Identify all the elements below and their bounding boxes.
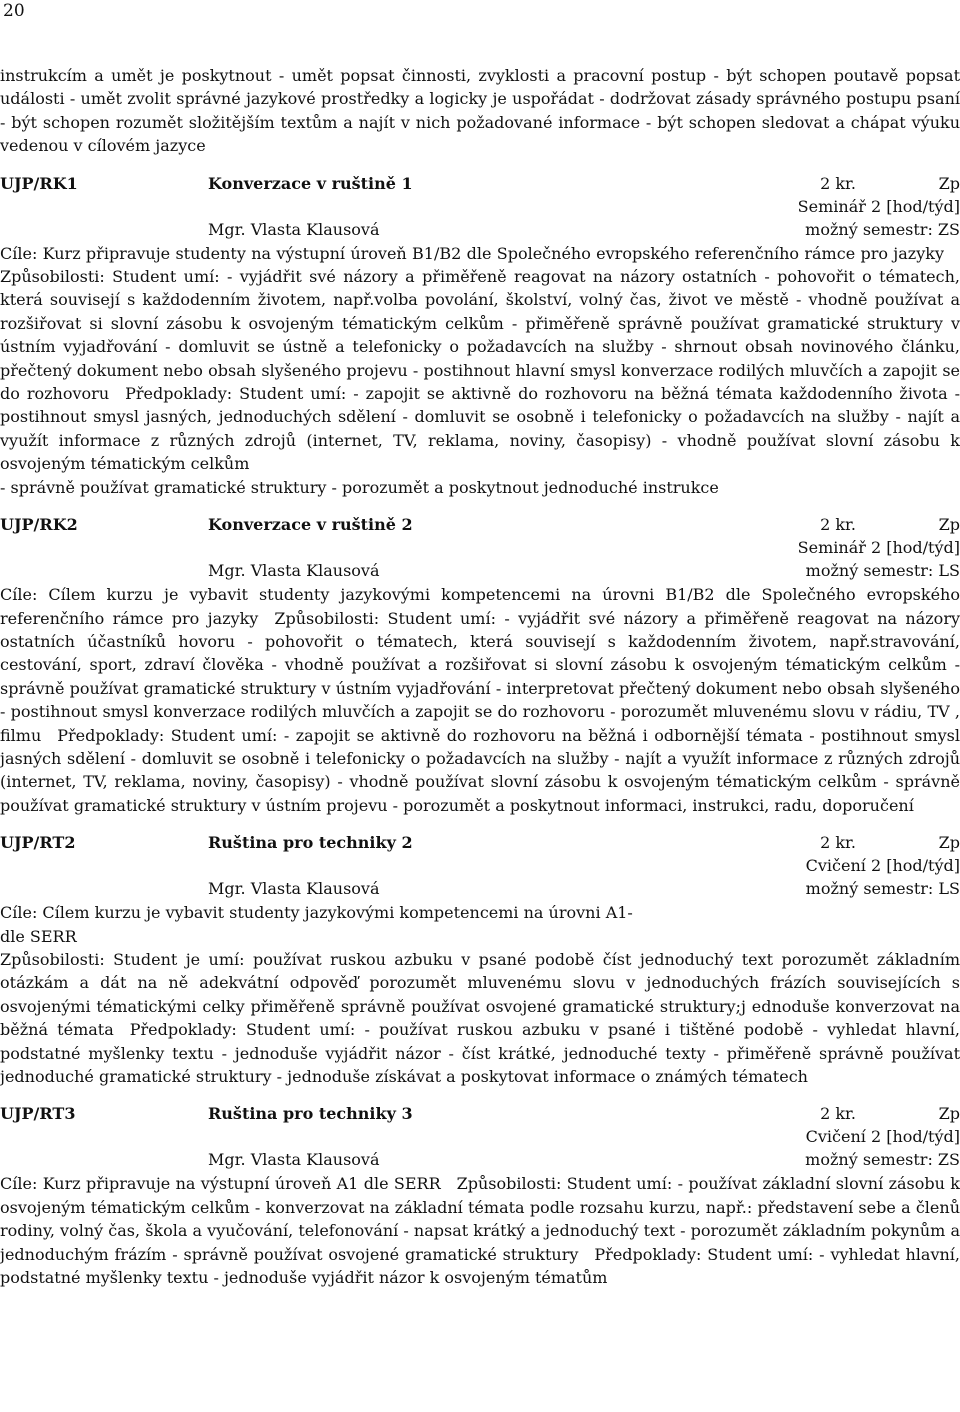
- course-header: [0, 831, 960, 901]
- course-goals: Cíle: Kurz připravuje na výstupní úroveň A1 dle SERR: [0, 1174, 441, 1194]
- course-competences: Způsobilosti: Student umí: - vyjádřit své názory a přiměřeně reagovat na názory ostatních účastníků hovoru - pohovořit o tématech, která souvisejí s každodenním životem, např.stravování, cestování, sport, zdraví člověka - vhodně používat a rozšiřovat si slovní zásobu k osvojeným tématickým celkům - správně používat gramatické struktury v ústním vyjadřování - interpretovat přečtený dokument nebo obsah slyšeného - postihnout smysl konverzace rodilých mluvčích a zapojit se do rozhovoru - porozumět mluvenému slovu v rádiu, TV , filmu: [0, 608, 960, 745]
- course-form: Cvičení 2 [hod/týd]: [805, 1127, 960, 1147]
- course-goals: Cíle: Cílem kurzu je vybavit studenty jazykovými kompetencemi na úrovni B1/B2 dle Společného evropského referenčního rámce pro jazyky: [0, 585, 960, 628]
- course-completion: Zp: [938, 173, 960, 193]
- course-ujp-rt3: [0, 1102, 960, 1289]
- course-credits: 2 kr.: [820, 515, 856, 535]
- document-body: [0, 64, 960, 1303]
- course-description: [0, 242, 960, 476]
- course-header: [0, 513, 960, 583]
- course-description-extra: - správně používat gramatické struktury - porozumět a poskytnout jednoduché instrukce: [0, 477, 719, 497]
- course-teacher: Mgr. Vlasta Klausová: [208, 219, 380, 239]
- course-teacher: Mgr. Vlasta Klausová: [208, 1150, 380, 1170]
- course-description: [0, 583, 960, 817]
- course-form: Seminář 2 [hod/týd]: [797, 538, 960, 558]
- course-code: UJP/RK1: [0, 173, 78, 193]
- course-completion: Zp: [938, 833, 960, 853]
- course-form: Cvičení 2 [hod/týd]: [805, 856, 960, 876]
- course-title: Ruština pro techniky 3: [208, 1104, 413, 1124]
- course-header: [0, 172, 960, 242]
- course-header: [0, 1102, 960, 1172]
- course-prerequisites: Předpoklady: Student umí: - používat ruskou azbuku v psané i tištěné podobě - vyhledat hlavní, podstatné myšlenky textu - jednoduše vyjádřit názor - číst krátké, jednoduché texty - přiměřeně správně používat jednoduché gramatické struktury - jednoduše získávat a poskytovat informace o známých tématech: [0, 1020, 960, 1086]
- course-code: UJP/RK2: [0, 515, 78, 535]
- course-competences: Způsobilosti: Student umí: - používat základní slovní zásobu k osvojeným tématickým celkům - konverzovat na základní témata podle rozsahu kurzu, např.: představení sebe a členů rodiny, volný čas, škola a vyučování, telefonování - napsat krátký a jednoduchý text - porozumět základním pokynům a jednoduchým frázím - správně používat osvojené gramatické struktury: [0, 1174, 960, 1264]
- course-teacher: Mgr. Vlasta Klausová: [208, 879, 380, 899]
- course-semester: možný semestr: ZS: [805, 1150, 960, 1170]
- intro-paragraph: instrukcím a umět je poskytnout - umět popsat činnosti, zvyklosti a pracovní postup - být schopen poutavě popsat události - umět zvolit správné jazykové prostředky a logicky je uspořádat - dodržovat zásady správného postupu psaní - být schopen rozumět složitějším textům a najít v nich požadované informace - být schopen sledovat a chápat výuku vedenou v cílovém jazyce: [0, 66, 960, 156]
- course-ujp-rk2: [0, 513, 960, 817]
- course-title: Konverzace v ruštině 2: [208, 515, 413, 535]
- course-credits: 2 kr.: [820, 833, 856, 853]
- course-competences: Způsobilosti: Student umí: - vyjádřit své názory a přiměřeně reagovat na názory ostatních - pohovořit o tématech, která souvisejí s každodenním životem, např.volba povolání, školství, volný čas, život ve městě - vhodně používat a rozšiřovat si slovní zásobu k osvojeným tématickým celkům - přiměřeně správně používat gramatické struktury v ústním vyjadřování - domluvit se ústně a telefonicky o požadavcích na služby - shrnout obsah novinového článku, přečtený dokument nebo obsah slyšeného projevu - postihnout hlavní smysl konverzace rodilých mluvčích a zapojit se do rozhovoru: [0, 267, 960, 404]
- course-completion: Zp: [938, 515, 960, 535]
- course-semester: možný semestr: ZS: [805, 219, 960, 239]
- page-number: 20: [3, 1, 25, 21]
- course-goals-cont: dle SERR: [0, 926, 77, 946]
- course-semester: možný semestr: LS: [805, 561, 960, 581]
- course-teacher: Mgr. Vlasta Klausová: [208, 561, 380, 581]
- course-code: UJP/RT2: [0, 833, 76, 853]
- course-competences: Způsobilosti: Student je umí: používat ruskou azbuku v psané podobě číst jednoduchý text porozumět základním otázkám a dát na ně adekvátní odpověď porozumět mluvenému slovu v jednoduchých frázích souvisejících s osvojenými tématickými celky přiměřeně správně používat osvojené gramatické struktury;j ednoduše konverzovat na běžná témata: [0, 949, 960, 1040]
- course-goals: Cíle: Kurz připravuje studenty na výstupní úroveň B1/B2 dle Společného evropského referenčního rámce pro jazyky: [0, 243, 944, 263]
- course-completion: Zp: [938, 1104, 960, 1124]
- course-prerequisites: Předpoklady: Student umí: - zapojit se aktivně do rozhovoru na běžná témata každodenního života - postihnout smysl jasných, jednoduchých sdělení - domluvit se osobně i telefonicky o požadavcích na služby - najít a využít informace z různých zdrojů (internet, TV, reklama, noviny, časopisy) - vhodně používat slovní zásobu k osvojeným tématickým celkům: [0, 384, 960, 474]
- course-code: UJP/RT3: [0, 1104, 76, 1124]
- course-description: [0, 948, 960, 1088]
- course-title: Konverzace v ruštině 1: [208, 173, 413, 193]
- course-ujp-rt2: [0, 831, 960, 1088]
- course-form: Seminář 2 [hod/týd]: [797, 196, 960, 216]
- course-semester: možný semestr: LS: [805, 879, 960, 899]
- course-credits: 2 kr.: [820, 173, 856, 193]
- course-description: [0, 1172, 960, 1289]
- course-prerequisites: Předpoklady: Student umí: - vyhledat hlavní, podstatné myšlenky textu - jednoduše vyjádřit názor k osvojeným tématům: [0, 1244, 960, 1288]
- course-prerequisites: Předpoklady: Student umí: - zapojit se aktivně do rozhovoru na běžná i odbornější témata - postihnout smysl jasných sdělení - domluvit se osobně i telefonicky o požadavcích na služby - najít a využít informace z různých zdrojů (internet, TV, reklama, noviny, časopisy) - vhodně používat slovní zásobu k osvojeným tématickým celkům - správně používat gramatické struktury v ústním projevu - porozumět a poskytnout informaci, instrukci, radu, doporučení: [0, 725, 960, 815]
- course-credits: 2 kr.: [820, 1104, 856, 1124]
- course-goals: Cíle: Cílem kurzu je vybavit studenty jazykovými kompetencemi na úrovni A1-: [0, 903, 633, 923]
- course-title: Ruština pro techniky 2: [208, 833, 413, 853]
- course-ujp-rk1: [0, 172, 960, 499]
